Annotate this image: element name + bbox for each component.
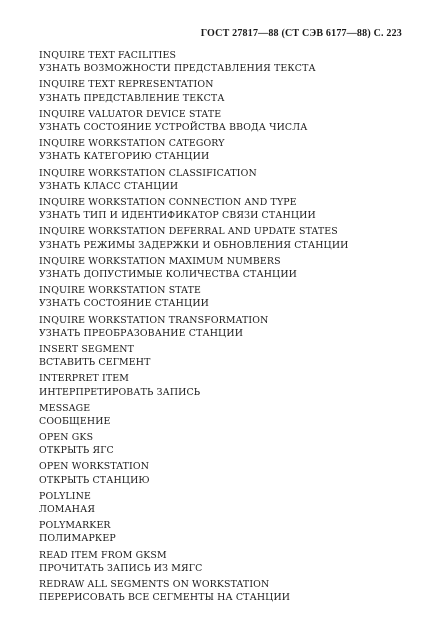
glossary-entry — [39, 49, 404, 78]
term-russian: СООБЩЕНИЕ — [39, 415, 111, 427]
term-english: REDRAW ALL SEGMENTS ON WORKSTATION — [39, 579, 270, 591]
term-russian: УЗНАТЬ ТИП И ИДЕНТИФИКАТОР СВЯЗИ СТАНЦИИ — [39, 210, 316, 222]
term-english: INSERT SEGMENT — [39, 343, 135, 355]
glossary-entry — [39, 372, 404, 401]
term-english: INQUIRE TEXT REPRESENTATION — [39, 79, 214, 91]
term-russian: ПЕРЕРИСОВАТЬ ВСЕ СЕГМЕНТЫ НА СТАНЦИИ — [39, 592, 291, 604]
term-russian: УЗНАТЬ ПРЕОБРАЗОВАНИЕ СТАНЦИИ — [39, 327, 244, 339]
term-english: INQUIRE WORKSTATION STATE — [39, 285, 201, 297]
glossary-entry — [39, 343, 404, 372]
glossary-entry — [39, 167, 404, 196]
glossary-entry — [39, 284, 404, 313]
term-english: POLYLINE — [39, 490, 91, 502]
term-english: INQUIRE TEXT FACILITIES — [39, 50, 177, 61]
glossary-entry — [39, 490, 404, 519]
term-english: INQUIRE WORKSTATION DEFERRAL AND UPDATE STATES — [39, 226, 338, 238]
term-russian: УЗНАТЬ СОСТОЯНИЕ УСТРОЙСТВА ВВОДА ЧИСЛА — [39, 121, 308, 133]
term-english: OPEN WORKSTATION — [39, 461, 150, 473]
glossary-entry — [39, 225, 404, 254]
term-russian: УЗНАТЬ СОСТОЯНИЕ СТАНЦИИ — [39, 298, 209, 310]
term-english: INQUIRE WORKSTATION MAXIMUM NUMBERS — [39, 255, 281, 267]
term-english: INQUIRE WORKSTATION TRANSFORMATION — [39, 314, 269, 326]
term-english: INQUIRE WORKSTATION CLASSIFICATION — [39, 167, 257, 179]
glossary-entry — [39, 78, 404, 107]
glossary-list — [39, 49, 404, 607]
term-russian: ОТКРЫТЬ ЯГС — [39, 445, 114, 457]
term-english: MESSAGE — [39, 402, 91, 414]
term-english: POLYMARKER — [39, 520, 111, 532]
page-header: ГОСТ 27817—88 (СТ СЭВ 6177—88) С. 223 — [200, 28, 402, 39]
term-russian: ОТКРЫТЬ СТАНЦИЮ — [39, 474, 150, 486]
term-russian: ПОЛИМАРКЕР — [39, 533, 116, 545]
term-russian: УЗНАТЬ ПРЕДСТАВЛЕНИЕ ТЕКСТА — [39, 92, 225, 104]
glossary-entry — [39, 137, 404, 166]
term-english: INQUIRE WORKSTATION CATEGORY — [39, 138, 225, 150]
term-english: INQUIRE VALUATOR DEVICE STATE — [39, 108, 222, 120]
term-russian: ИНТЕРПРЕТИРОВАТЬ ЗАПИСЬ — [39, 386, 201, 398]
term-russian: УЗНАТЬ КАТЕГОРИЮ СТАНЦИИ — [39, 151, 210, 163]
glossary-entry — [39, 402, 404, 431]
glossary-entry — [39, 108, 404, 137]
term-english: INQUIRE WORKSTATION CONNECTION AND TYPE — [39, 196, 297, 208]
term-russian: ВСТАВИТЬ СЕГМЕНТ — [39, 357, 151, 369]
term-russian: ПРОЧИТАТЬ ЗАПИСЬ ИЗ МЯГС — [39, 562, 203, 574]
glossary-entry — [39, 519, 404, 548]
term-english: OPEN GKS — [39, 432, 94, 444]
glossary-entry — [39, 549, 404, 578]
glossary-entry — [39, 431, 404, 460]
term-russian: ЛОМАНАЯ — [39, 504, 96, 516]
glossary-entry — [39, 196, 404, 225]
term-english: INTERPRET ITEM — [39, 373, 130, 385]
term-english: READ ITEM FROM GKSM — [39, 549, 167, 561]
term-russian: УЗНАТЬ РЕЖИМЫ ЗАДЕРЖКИ И ОБНОВЛЕНИЯ СТАНЦИИ — [39, 239, 349, 251]
glossary-entry — [39, 314, 404, 343]
term-russian: УЗНАТЬ КЛАСС СТАНЦИИ — [39, 180, 179, 192]
term-russian: УЗНАТЬ ВОЗМОЖНОСТИ ПРЕДСТАВЛЕНИЯ ТЕКСТА — [39, 63, 316, 75]
glossary-entry — [39, 460, 404, 489]
glossary-entry — [39, 255, 404, 284]
glossary-entry — [39, 578, 404, 607]
term-russian: УЗНАТЬ ДОПУСТИМЫЕ КОЛИЧЕСТВА СТАНЦИИ — [39, 268, 298, 280]
